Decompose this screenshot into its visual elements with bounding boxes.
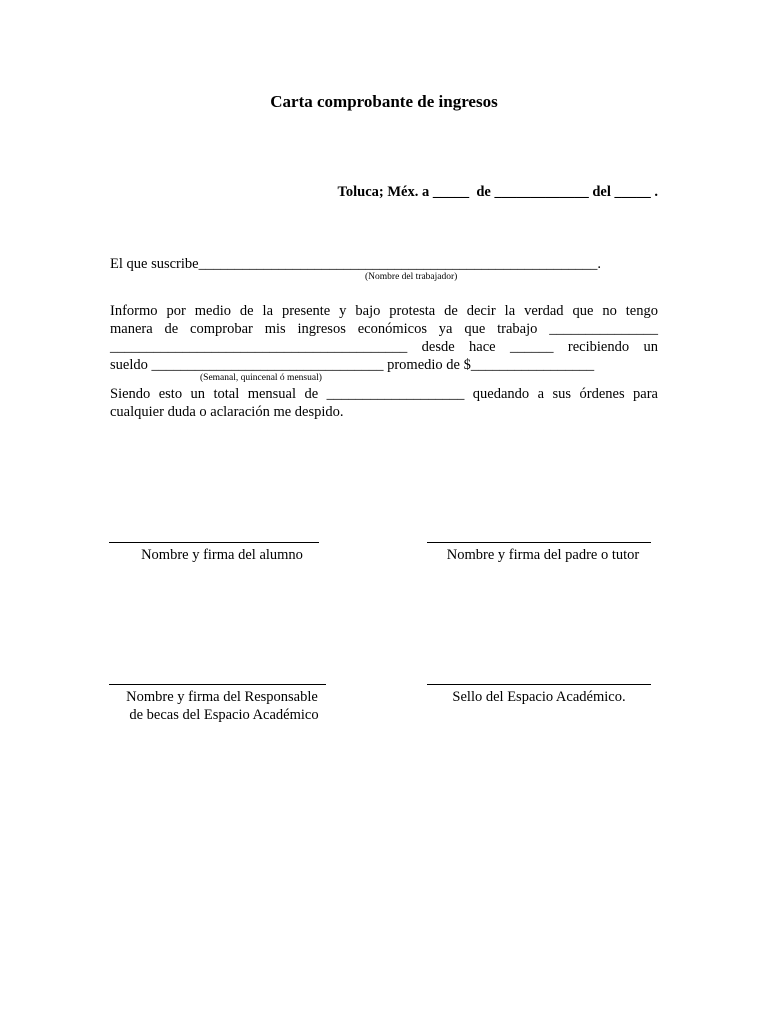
paragraph-line-2: manera de comprobar mis ingresos económicos ya que trabajo _______________ (110, 321, 658, 337)
page-title: Carta comprobante de ingresos (270, 92, 498, 111)
signature-line-padre (427, 542, 651, 543)
paragraph-line-1: Informo por medio de la presente y bajo protesta de decir la verdad que no tengo (110, 303, 658, 319)
paragraph-line-3: _________________________________________ desde hace ______ recibiendo un (110, 339, 658, 355)
signature-label-responsable-2: de becas del Espacio Académico (129, 707, 319, 723)
paragraph-line-5: Siendo esto un total mensual de ___________________ quedando a sus órdenes para (110, 386, 658, 402)
paragraph-line-6: cualquier duda o aclaración me despido. (110, 404, 344, 420)
paragraph-line-4: sueldo ________________________________ promedio de $_________________ (110, 357, 595, 373)
signature-label-sello: Sello del Espacio Académico. (452, 689, 626, 705)
signature-label-responsable-1: Nombre y firma del Responsable (126, 689, 318, 705)
signature-label-alumno: Nombre y firma del alumno (141, 547, 303, 563)
suscribe-line: El que suscribe_______________________________________________________. (110, 256, 601, 272)
suscribe-caption: (Nombre del trabajador) (365, 272, 458, 282)
signature-line-responsable (109, 684, 326, 685)
date-line: Toluca; Méx. a _____ de _____________ del _____ . (337, 184, 658, 200)
signature-line-sello (427, 684, 651, 685)
salary-caption: (Semanal, quincenal ó mensual) (200, 373, 322, 383)
signature-line-alumno (109, 542, 319, 543)
signature-label-padre: Nombre y firma del padre o tutor (446, 547, 640, 563)
